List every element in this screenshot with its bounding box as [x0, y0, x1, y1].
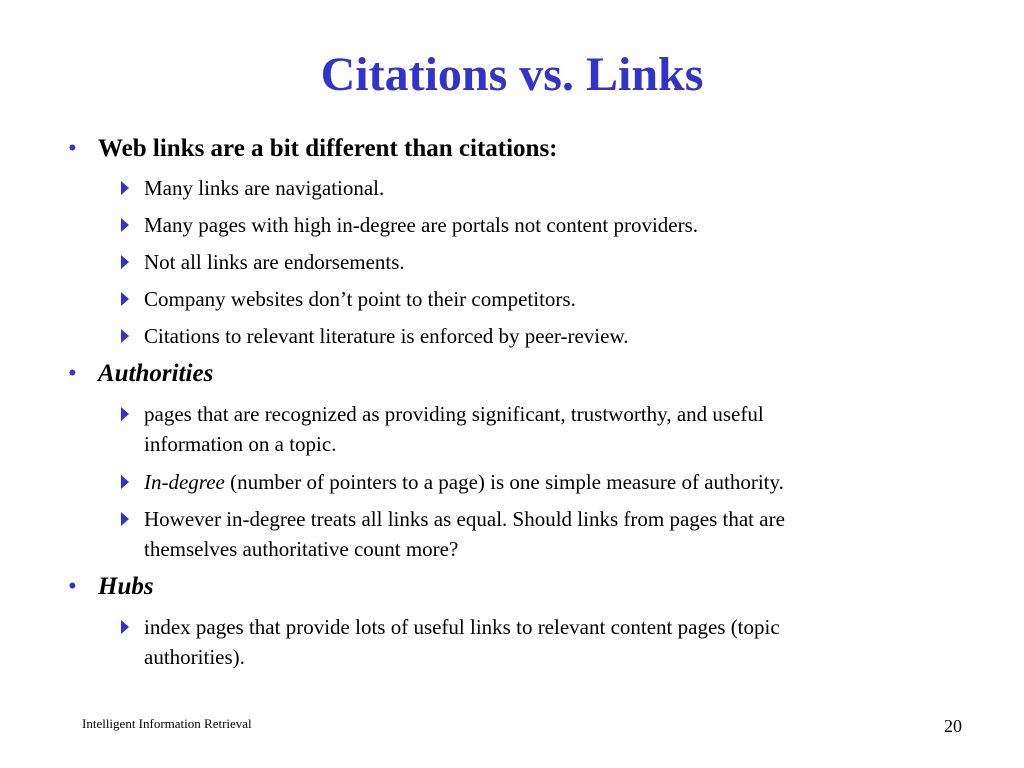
in-degree-term: In-degree — [144, 470, 225, 494]
sub-bullet-text-continued: authorities). — [144, 645, 245, 669]
page-number: 20 — [944, 716, 962, 736]
sub-bullet-text: Citations to relevant literature is enforced by peer-review. — [144, 324, 629, 348]
sub-bullet-text-continued: information on a topic. — [144, 432, 337, 456]
triangle-arrow-icon — [121, 255, 129, 269]
triangle-arrow-icon — [121, 475, 129, 489]
triangle-arrow-icon — [121, 512, 129, 526]
sub-bullet-text-continued: themselves authoritative count more? — [144, 537, 459, 561]
triangle-arrow-icon — [121, 181, 129, 195]
bullet-text: Hubs — [98, 573, 154, 600]
sub-bullet-text: Not all links are endorsements. — [144, 250, 405, 274]
bullet-text: Web links are a bit different than citations: — [98, 135, 558, 162]
bullet-dot-icon: • — [68, 360, 77, 387]
sub-bullet-text: Many pages with high in-degree are portals not content providers. — [144, 213, 699, 237]
sub-bullet-text: index pages that provide lots of useful links to relevant content pages (topic — [144, 615, 780, 639]
triangle-arrow-icon — [121, 292, 129, 306]
bullet-dot-icon: • — [68, 135, 77, 162]
triangle-arrow-icon — [121, 218, 129, 232]
sub-bullet-text: However in-degree treats all links as equal. Should links from pages that are — [144, 507, 785, 531]
sub-bullet-text: Many links are navigational. — [144, 176, 385, 200]
triangle-arrow-icon — [121, 329, 129, 343]
sub-bullet-text — [144, 466, 784, 498]
slide-title: Citations vs. Links — [320, 48, 704, 101]
sub-bullet-text: Company websites don’t point to their competitors. — [144, 287, 576, 311]
triangle-arrow-icon — [121, 407, 129, 421]
bullet-text: Authorities — [98, 360, 214, 387]
in-degree-description: (number of pointers to a page) is one simple measure of authority. — [224, 470, 784, 494]
sub-bullet-text: pages that are recognized as providing significant, trustworthy, and useful — [144, 402, 764, 426]
triangle-arrow-icon — [121, 620, 129, 634]
footer-course-title: Intelligent Information Retrieval — [82, 716, 252, 731]
bullet-dot-icon: • — [68, 573, 77, 600]
